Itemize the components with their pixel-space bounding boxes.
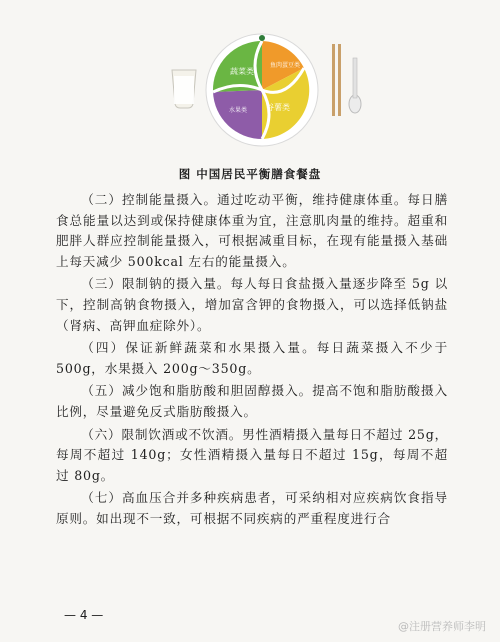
- body-text: [56, 190, 448, 532]
- paragraph-sodium: （三）限制钠的摄入量。每人每日食盐摄入量逐步降至 5g 以下，控制高钠食物摄入，增加富含钾的食物摄入，可以选择低钠盐（肾病、高钾血症除外）。: [56, 276, 448, 333]
- milk-glass-icon: [172, 70, 196, 108]
- paragraph-fatty-acids: （五）减少饱和脂肪酸和胆固醇摄入。提高不饱和脂肪酸摄入比例，尽量避免反式脂肪酸摄入。: [56, 383, 448, 419]
- spoon-icon: [349, 58, 361, 113]
- paragraph-comorbidity: （七）高血压合并多种疾病患者，可采纳相对应疾病饮食指导原则。如出现不一致，可根据不同疾病的严重程度进行合: [56, 490, 448, 526]
- page-number: — 4 —: [64, 608, 104, 622]
- chopsticks-icon: [332, 44, 341, 116]
- grains-label: 谷薯类: [266, 103, 290, 112]
- figure-caption: 图 中国居民平衡膳食餐盘: [178, 167, 322, 181]
- balanced-diet-plate-figure: [0, 0, 500, 162]
- watermark: @注册营养师李明: [398, 620, 486, 633]
- paragraph-alcohol: （六）限制饮酒或不饮酒。男性酒精摄入量每日不超过 25g，每周不超过 140g；女性酒精摄入量每日不超过 15g，每周不超过 80g。: [56, 426, 448, 483]
- diet-plate-illustration: [0, 0, 500, 162]
- fish-meat-label: 鱼肉蛋豆类: [269, 62, 301, 69]
- paragraph-energy: （二）控制能量摄入。通过吃动平衡，维持健康体重。每日膳食总能量以达到或保持健康体重为宜，注意肌肉量的维持。超重和肥胖人群应控制能量摄入，可根据减重目标，在现有能量摄入基础上每天减少 500kcal 左右的能量摄入。: [56, 192, 448, 269]
- paragraph-vegetables-fruit: （四）保证新鲜蔬菜和水果摄入量。每日蔬菜摄入不少于 500g，水果摄入 200g～350g。: [56, 340, 448, 376]
- logo-icon: [259, 35, 265, 41]
- fruit-sector: [213, 90, 262, 139]
- fruit-label: 水果类: [228, 107, 248, 114]
- vegetables-label: 蔬菜类: [230, 67, 254, 76]
